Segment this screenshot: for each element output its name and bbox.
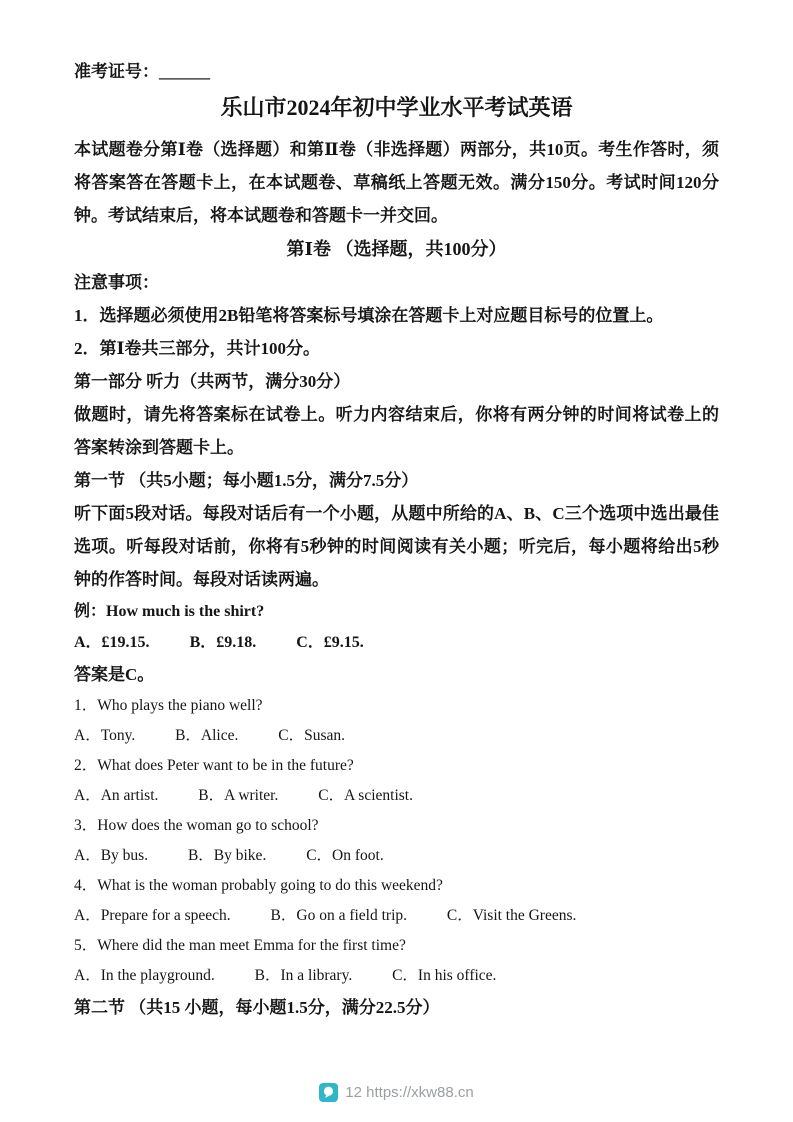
option-c: C．A scientist. [318, 787, 413, 804]
admission-number-label: 准考证号：______ [74, 62, 210, 81]
example-question: 例：How much is the shirt? [74, 603, 265, 620]
section1-heading: 第一节 （共5小题；每小题1.5分，满分7.5分） [74, 471, 419, 490]
example-option-a: A．£19.15. [74, 634, 150, 651]
option-c: C．Susan. [278, 727, 345, 744]
option-c: C．On foot. [306, 847, 384, 864]
question-options [74, 841, 719, 871]
question-3 [74, 811, 719, 871]
example-answer: 答案是C。 [74, 665, 155, 684]
question-text: 2．What does Peter want to be in the future? [74, 757, 354, 774]
example-option-b: B．£9.18. [189, 634, 257, 651]
question-options [74, 781, 719, 811]
question-2 [74, 751, 719, 811]
page-title: 乐山市2024年初中学业水平考试英语 [220, 95, 573, 120]
part1-heading: 第Ⅰ卷 （选择题，共100分） [286, 239, 507, 259]
option-b: B．In a library. [254, 967, 353, 984]
question-1 [74, 691, 719, 751]
option-b: B．By bike. [187, 847, 267, 864]
option-c: C．In his office. [392, 967, 497, 984]
option-b: B．Go on a field trip. [270, 907, 407, 924]
option-b: B．Alice. [175, 727, 239, 744]
question-text: 1．Who plays the piano well? [74, 697, 263, 714]
option-a: A．In the playground. [74, 967, 215, 984]
question-4 [74, 871, 719, 931]
question-text: 5．Where did the man meet Emma for the first time? [74, 937, 406, 954]
question-options [74, 901, 719, 931]
note-item-1: 1．选择题必须使用2B铅笔将答案标号填涂在答题卡上对应题目标号的位置上。 [74, 306, 664, 325]
page-footer [0, 1083, 793, 1102]
question-options [74, 961, 719, 991]
question-text: 4．What is the woman probably going to do this weekend? [74, 877, 443, 894]
example-option-c: C．£9.15. [296, 634, 364, 651]
notes-heading: 注意事项： [74, 273, 159, 292]
section1-instructions: 听下面5段对话。每段对话后有一个小题，从题中所给的A、B、C三个选项中选出最佳选项。听每段对话前，你将有5秒钟的时间阅读有关小题；听完后，每小题将给出5秒钟的作答时间。每段对话读两遍。 [74, 504, 719, 589]
question-options [74, 721, 719, 751]
option-a: A．By bus. [74, 847, 149, 864]
option-a: A．Tony. [74, 727, 136, 744]
xkw-logo-icon [319, 1083, 338, 1102]
exam-intro-paragraph: 本试题卷分第Ⅰ卷（选择题）和第Ⅱ卷（非选择题）两部分，共10页。考生作答时，须将答案答在答题卡上，在本试题卷、草稿纸上答题无效。满分150分。考试时间120分钟。考试结束后，将本试题卷和答题卡一并交回。 [74, 140, 719, 225]
listening-intro: 做题时，请先将答案标在试卷上。听力内容结束后，你将有两分钟的时间将试卷上的答案转涂到答题卡上。 [74, 405, 719, 457]
question-text: 3．How does the woman go to school? [74, 817, 319, 834]
option-c: C．Visit the Greens. [446, 907, 577, 924]
option-a: A．Prepare for a speech. [74, 907, 231, 924]
note-item-2: 2．第Ⅰ卷共三部分，共计100分。 [74, 339, 320, 358]
option-a: A．An artist. [74, 787, 159, 804]
option-b: B．A writer. [198, 787, 279, 804]
question-5 [74, 931, 719, 991]
listening-part-heading: 第一部分 听力（共两节，满分30分） [74, 372, 351, 391]
example-options [74, 627, 719, 658]
section2-heading: 第二节 （共15 小题，每小题1.5分，满分22.5分） [74, 998, 440, 1017]
footer-text: 12 https://xkw88.cn [345, 1084, 474, 1101]
